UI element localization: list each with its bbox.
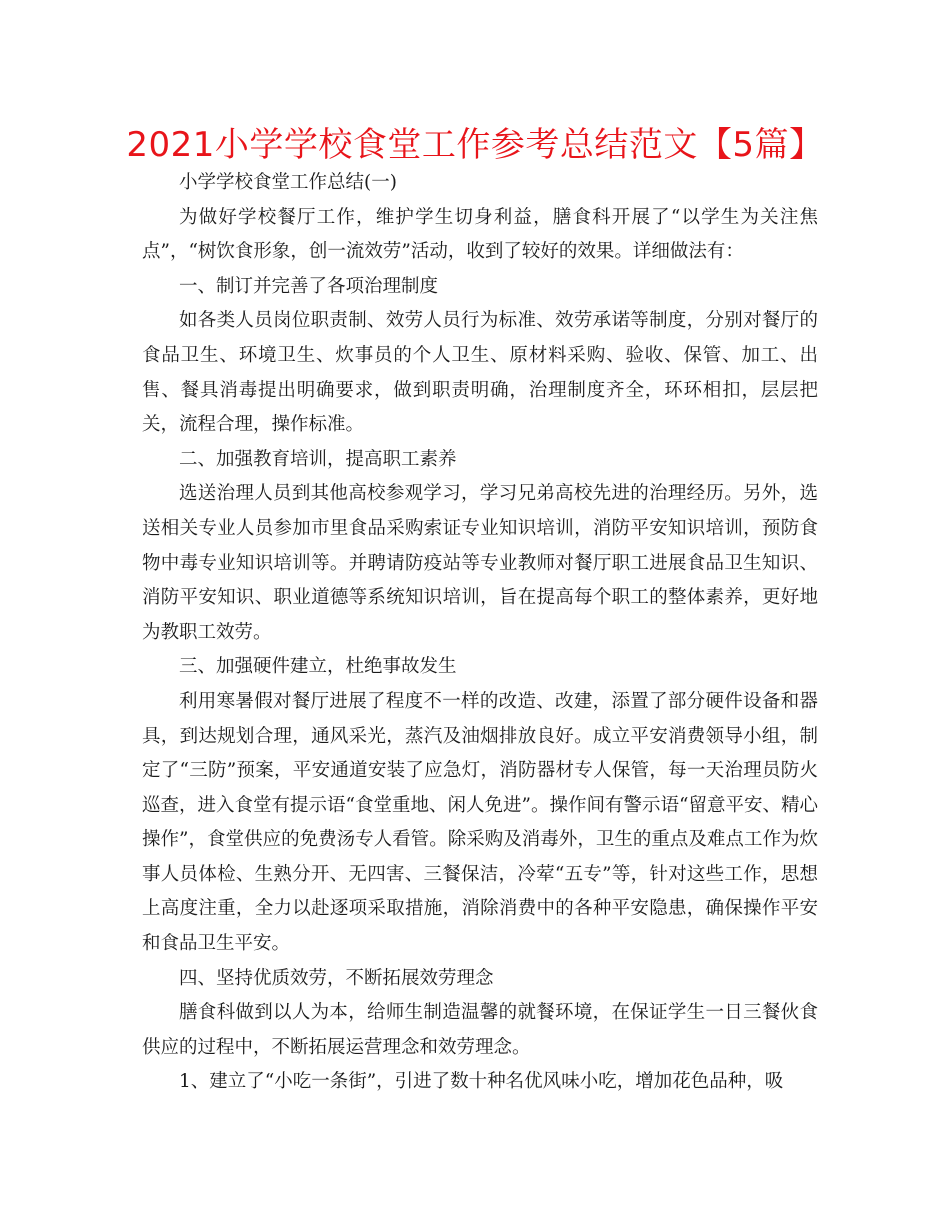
section-heading: 四、坚持优质效劳，不断拓展效劳理念 [179, 967, 494, 989]
section-heading: 一、制订并完善了各项治理制度 [179, 275, 439, 297]
section-heading: 小学学校食堂工作总结(一) [179, 172, 397, 193]
section-heading: 二、加强教育培训，提高职工素养 [179, 448, 457, 470]
document-title: 2021小学学校食堂工作参考总结范文【5篇】 [126, 125, 824, 165]
paragraph: 膳食科做到以人为本，给师生制造温馨的就餐环境，在保证学生一日三餐伙食供应的过程中，不断拓展运营理念和效劳理念。 [142, 1002, 818, 1058]
document-body [142, 166, 818, 1100]
paragraph: 1、建立了“小吃一条街”，引进了数十种名优风味小吃，增加花色品种，吸 [179, 1071, 784, 1093]
section-heading: 三、加强硬件建立，杜绝事故发生 [179, 656, 457, 678]
paragraph: 利用寒暑假对餐厅进展了程度不一样的改造、改建，添置了部分硬件设备和器具，到达规划合理，通风采光，蒸汽及油烟排放良好。成立平安消费领导小组，制定了“三防”预案，平安通道安装了应急灯，消防器材专人保管，每一天治理员防火巡查，进入食堂有提示语“食堂重地、闲人免进”。操作间有警示语“留意平安、精心操作”，食堂供应的免费汤专人看管。除采购及消毒外，卫生的重点及难点工作为炊事人员体检、生熟分开、无四害、三餐保洁，冷荤“五专”等，针对这些工作，思想上高度注重，全力以赴逐项采取措施，消除消费中的各种平安隐患，确保操作平安和食品卫生平安。 [142, 690, 818, 955]
paragraph: 如各类人员岗位职责制、效劳人员行为标准、效劳承诺等制度，分别对餐厅的食品卫生、环境卫生、炊事员的个人卫生、原材料采购、验收、保管、加工、出售、餐具消毒提出明确要求，做到职责明确，治理制度齐全，环环相扣，层层把关，流程合理，操作标准。 [142, 310, 818, 436]
paragraph: 为做好学校餐厅工作，维护学生切身利益，膳食科开展了“以学生为关注焦点”，“树饮食形象，创一流效劳”活动，收到了较好的效果。详细做法有： [142, 206, 818, 263]
paragraph: 选送治理人员到其他高校参观学习，学习兄弟高校先进的治理经历。另外，选送相关专业人员参加市里食品采购索证专业知识培训，消防平安知识培训，预防食物中毒专业知识培训等。并聘请防疫站等专业教师对餐厅职工进展食品卫生知识、消防平安知识、职业道德等系统知识培训，旨在提高每个职工的整体素养，更好地为教职工效劳。 [142, 483, 818, 643]
